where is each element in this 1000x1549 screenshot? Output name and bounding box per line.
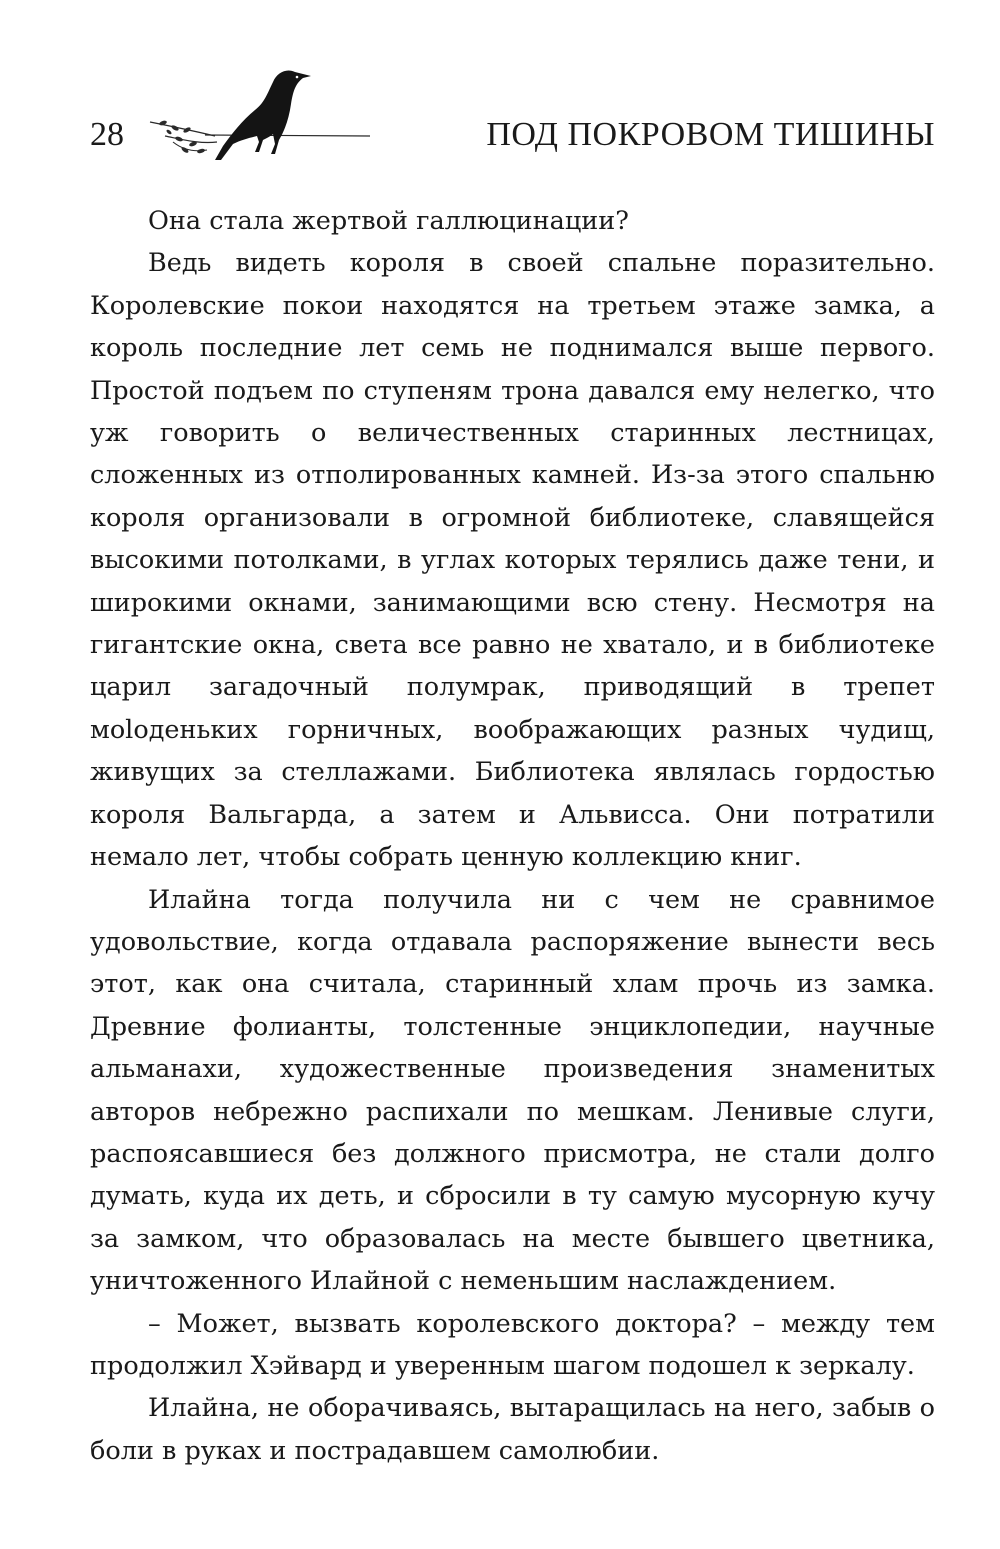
paragraph: – Может, вызвать королевского доктора? – между тем продолжил Хэйвард и уверенным шагом подошел к зеркалу. (90, 1308, 935, 1381)
paragraph: Илайна, не оборачиваясь, вытаращилась на него, забыв о боли в руках и пострадавшем самолюбии. (90, 1393, 935, 1466)
running-header (90, 60, 935, 170)
text-body (90, 200, 935, 1472)
paragraph: Илайна тогда получила ни с чем не сравнимое удовольствие, когда отдавала распоряжение вынести весь этот, как она считала, старинный хлам прочь из замка. Древние фолианты, толстенные энциклопедии, научные альманахи, художественные произведения знаменитых авторов небрежно распихали по мешкам. Ленивые слуги, распоясавшиеся без должного присмотра, не стали долго думать, куда их деть, и сбросили в ту самую мусорную кучу за замком, что образовалась на месте бывшего цветника, уничтоженного Илайной с неменьшим наслаждением. (90, 884, 935, 1297)
book-title: ПОД ПОКРОВОМ ТИШИНЫ (486, 116, 935, 153)
raven-on-branch-icon (145, 60, 370, 165)
paragraph: Ведь видеть короля в своей спальне поразительно. Королевские покои находятся на третьем этаже замка, а король последние лет семь не поднимался выше первого. Простой подъем по ступеням трона давался ему нелегко, что уж говорить о величественных старинных лестницах, сложенных из отполированных камней. Из-за этого спальню короля организовали в огромной библиотеке, славящейся высокими потолками, в углах которых терялись даже тени, и широкими окнами, занимающими всю стену. Несмотря на гигантские окна, света все равно не хватало, и в библиотеке царил загадочный полумрак, приводящий в трепет моloденьких горничных, воображающих разных чудищ, живущих за стеллажами. Библиотека являлась гордостью короля Вальгарда, а затем и Альвисса. Они потратили немало лет, чтобы собрать ценную коллекцию книг. (90, 248, 935, 873)
paragraph: Она стала жертвой галлюцинации? (148, 206, 629, 236)
page-number: 28 (90, 116, 124, 153)
